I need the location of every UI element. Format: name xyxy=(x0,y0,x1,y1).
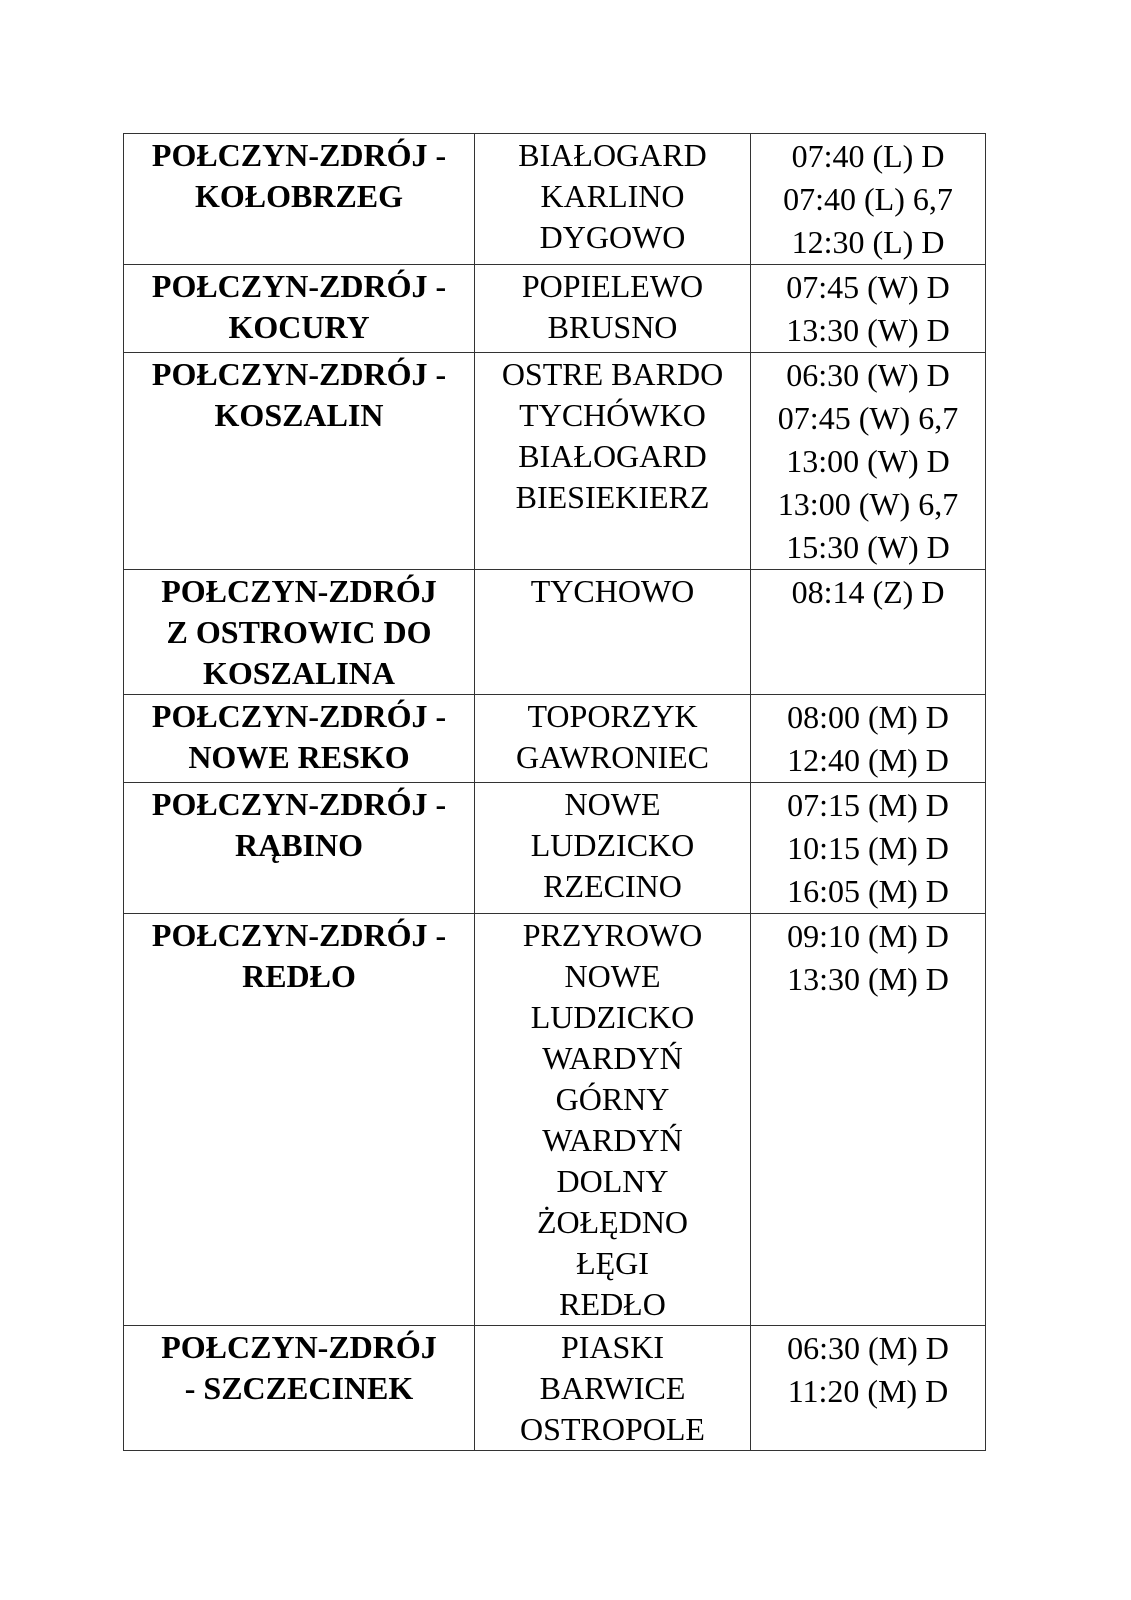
stops-line: OSTROPOLE xyxy=(520,1411,705,1447)
stops-line: RZECINO xyxy=(543,868,682,904)
times-line: 07:40 (L) D xyxy=(791,138,945,174)
bus-schedule-table xyxy=(123,133,986,1451)
route-line: KOŁOBRZEG xyxy=(194,178,404,214)
times-cell xyxy=(751,353,986,570)
times-line: 07:45 (W) 6,7 xyxy=(777,400,959,436)
times-line: 12:30 (L) D xyxy=(791,224,945,260)
table-row xyxy=(124,353,986,570)
route-cell xyxy=(124,265,475,353)
stops-line: BIAŁOGARD xyxy=(518,438,707,474)
route-line: POŁCZYN-ZDRÓJ xyxy=(161,573,437,609)
times-line: 09:10 (M) D xyxy=(787,918,949,954)
stops-line: GÓRNY xyxy=(555,1081,670,1117)
stops-line: BIESIEKIERZ xyxy=(515,479,710,515)
table-row xyxy=(124,914,986,1326)
times-line: 10:15 (M) D xyxy=(787,830,949,866)
stops-cell xyxy=(475,570,751,695)
route-line: POŁCZYN-ZDRÓJ - xyxy=(151,698,447,734)
stops-line: POPIELEWO xyxy=(521,268,704,304)
stops-line: LUDZICKO xyxy=(530,827,695,863)
times-cell xyxy=(751,783,986,914)
times-line: 13:30 (M) D xyxy=(787,961,949,997)
stops-cell xyxy=(475,783,751,914)
times-cell xyxy=(751,134,986,265)
stops-line: WARDYŃ xyxy=(542,1122,683,1158)
stops-line: ŻOŁĘDNO xyxy=(536,1204,689,1240)
table-row xyxy=(124,570,986,695)
route-line: POŁCZYN-ZDRÓJ xyxy=(161,1329,437,1365)
route-line: KOSZALINA xyxy=(202,655,396,691)
stops-line: BARWICE xyxy=(539,1370,686,1406)
stops-line: NOWE xyxy=(564,958,661,994)
times-line: 08:14 (Z) D xyxy=(791,574,945,610)
times-line: 13:00 (W) 6,7 xyxy=(777,486,959,522)
route-cell xyxy=(124,570,475,695)
table-row xyxy=(124,695,986,783)
table-row xyxy=(124,1326,986,1451)
stops-line: NOWE xyxy=(564,786,661,822)
times-line: 13:30 (W) D xyxy=(786,312,950,348)
route-line: POŁCZYN-ZDRÓJ - xyxy=(151,137,447,173)
route-cell xyxy=(124,695,475,783)
times-line: 13:00 (W) D xyxy=(786,443,950,479)
stops-cell xyxy=(475,914,751,1326)
times-line: 07:40 (L) 6,7 xyxy=(783,181,953,217)
stops-line: DYGOWO xyxy=(539,219,686,255)
times-cell xyxy=(751,914,986,1326)
stops-cell xyxy=(475,265,751,353)
stops-line: KARLINO xyxy=(540,178,685,214)
route-cell xyxy=(124,134,475,265)
route-line: RĄBINO xyxy=(234,827,363,863)
times-line: 06:30 (W) D xyxy=(786,357,950,393)
stops-cell xyxy=(475,695,751,783)
stops-line: DOLNY xyxy=(556,1163,669,1199)
table-row xyxy=(124,783,986,914)
stops-line: LUDZICKO xyxy=(530,999,695,1035)
stops-line: REDŁO xyxy=(559,1286,666,1322)
route-line: POŁCZYN-ZDRÓJ - xyxy=(151,356,447,392)
stops-line: TOPORZYK xyxy=(527,698,698,734)
times-cell xyxy=(751,265,986,353)
stops-line: TYCHÓWKO xyxy=(519,397,706,433)
stops-line: PRZYROWO xyxy=(522,917,703,953)
route-cell xyxy=(124,783,475,914)
times-line: 12:40 (M) D xyxy=(787,742,949,778)
times-cell xyxy=(751,1326,986,1451)
route-line: REDŁO xyxy=(242,958,356,994)
route-line: POŁCZYN-ZDRÓJ - xyxy=(151,786,447,822)
stops-line: TYCHOWO xyxy=(530,573,695,609)
stops-line: OSTRE BARDO xyxy=(501,356,724,392)
route-line: NOWE RESKO xyxy=(188,739,410,775)
route-cell xyxy=(124,353,475,570)
stops-line: BRUSNO xyxy=(547,309,678,345)
stops-line: ŁĘGI xyxy=(576,1245,649,1281)
route-line: - SZCZECINEK xyxy=(184,1370,414,1406)
stops-line: PIASKI xyxy=(560,1329,665,1365)
route-cell xyxy=(124,1326,475,1451)
times-cell xyxy=(751,695,986,783)
stops-line: WARDYŃ xyxy=(542,1040,683,1076)
route-line: POŁCZYN-ZDRÓJ - xyxy=(151,268,447,304)
stops-cell xyxy=(475,134,751,265)
route-line: KOSZALIN xyxy=(214,397,384,433)
table-row xyxy=(124,134,986,265)
route-line: KOCURY xyxy=(228,309,370,345)
route-line: Z OSTROWIC DO xyxy=(166,614,432,650)
times-line: 07:45 (W) D xyxy=(786,269,950,305)
stops-line: GAWRONIEC xyxy=(516,739,709,775)
route-line: POŁCZYN-ZDRÓJ - xyxy=(151,917,447,953)
times-line: 07:15 (M) D xyxy=(787,787,949,823)
times-line: 06:30 (M) D xyxy=(787,1330,949,1366)
times-cell xyxy=(751,570,986,695)
route-cell xyxy=(124,914,475,1326)
stops-cell xyxy=(475,1326,751,1451)
times-line: 15:30 (W) D xyxy=(786,529,950,565)
stops-line: BIAŁOGARD xyxy=(518,137,707,173)
times-line: 16:05 (M) D xyxy=(787,873,949,909)
times-line: 11:20 (M) D xyxy=(787,1373,949,1409)
stops-cell xyxy=(475,353,751,570)
times-line: 08:00 (M) D xyxy=(787,699,949,735)
table-row xyxy=(124,265,986,353)
